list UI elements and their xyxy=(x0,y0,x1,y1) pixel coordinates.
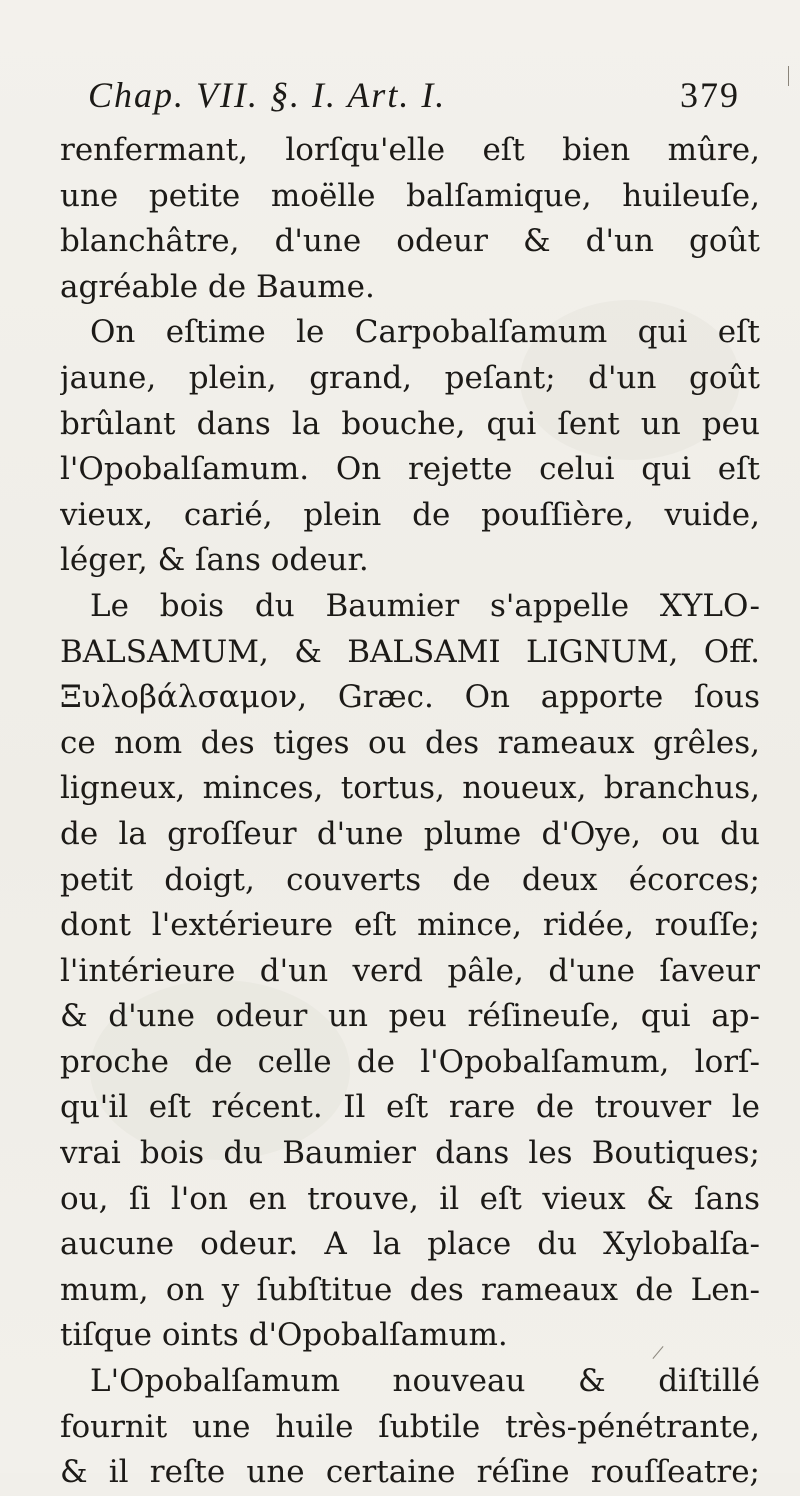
margin-mark xyxy=(788,66,789,86)
text-line: une petite moëlle balſamique, huileuſe, xyxy=(60,177,760,214)
paragraph-start-line: L'Opobalſamum nouveau & diſtillé xyxy=(90,1363,760,1400)
paragraph-start-line: On eſtime le Carpobalſamum qui eſt xyxy=(90,314,760,351)
text-line: ligneux, minces, tortus, noueux, branchus, xyxy=(60,770,760,807)
text-line: mum, on y ſubſtitue des rameaux de Len- xyxy=(60,1271,760,1308)
text-line: jaune, plein, grand, peſant; d'un goût xyxy=(60,359,760,396)
text-line: blanchâtre, d'une odeur & d'un goût xyxy=(60,223,760,260)
text-line: de la groſſeur d'une plume d'Oye, ou du xyxy=(60,815,760,852)
text-line: petit doigt, couverts de deux écorces; xyxy=(60,861,760,898)
text-line: Ξυλοβάλσαμον, Græc. On apporte ſous xyxy=(60,679,760,716)
text-line: ou, ſi l'on en trouve, il eſt vieux & ſans xyxy=(60,1180,760,1217)
text-line: proche de celle de l'Opobalſamum, lorſ- xyxy=(60,1043,760,1080)
page-header xyxy=(88,74,788,130)
text-line: l'Opobalſamum. On rejette celui qui eſt xyxy=(60,451,760,488)
text-line: vrai bois du Baumier dans les Boutiques; xyxy=(60,1135,760,1172)
text-line: agréable de Baume. xyxy=(60,268,375,305)
text-line: qu'il eſt récent. Il eſt rare de trouver le xyxy=(60,1089,760,1126)
text-line: & il reſte une certaine réſine rouſſeatre; xyxy=(60,1454,760,1491)
text-line: léger, & ſans odeur. xyxy=(60,542,369,579)
text-line: fournit une huile ſubtile très-pénétrante, xyxy=(60,1408,760,1445)
text-line: vieux, carié, plein de pouſſière, vuide, xyxy=(60,496,760,533)
text-line: BALSAMUM, & BALSAMI LIGNUM, Off. xyxy=(60,633,760,670)
text-line: tiſque oints d'Opobalſamum. xyxy=(60,1317,508,1354)
text-line: & d'une odeur un peu réſineuſe, qui ap- xyxy=(60,998,760,1035)
body-text xyxy=(60,128,760,1496)
text-line: renfermant, lorſqu'elle eſt bien mûre, xyxy=(60,132,760,168)
text-line: aucune odeur. A la place du Xylobalſa- xyxy=(60,1226,760,1263)
running-title: Chap. VII. §. I. Art. I. xyxy=(88,75,447,115)
text-line: l'intérieure d'un verd pâle, d'une ſaveur xyxy=(60,952,760,989)
paragraph-start-line: Le bois du Baumier s'appelle XYLO- xyxy=(90,587,760,624)
text-line: ce nom des tiges ou des rameaux grêles, xyxy=(60,724,760,761)
page-number: 379 xyxy=(680,75,740,115)
text-line: dont l'extérieure eſt mince, ridée, rouſſe; xyxy=(60,907,760,944)
text-line: brûlant dans la bouche, qui ſent un peu xyxy=(60,405,760,442)
